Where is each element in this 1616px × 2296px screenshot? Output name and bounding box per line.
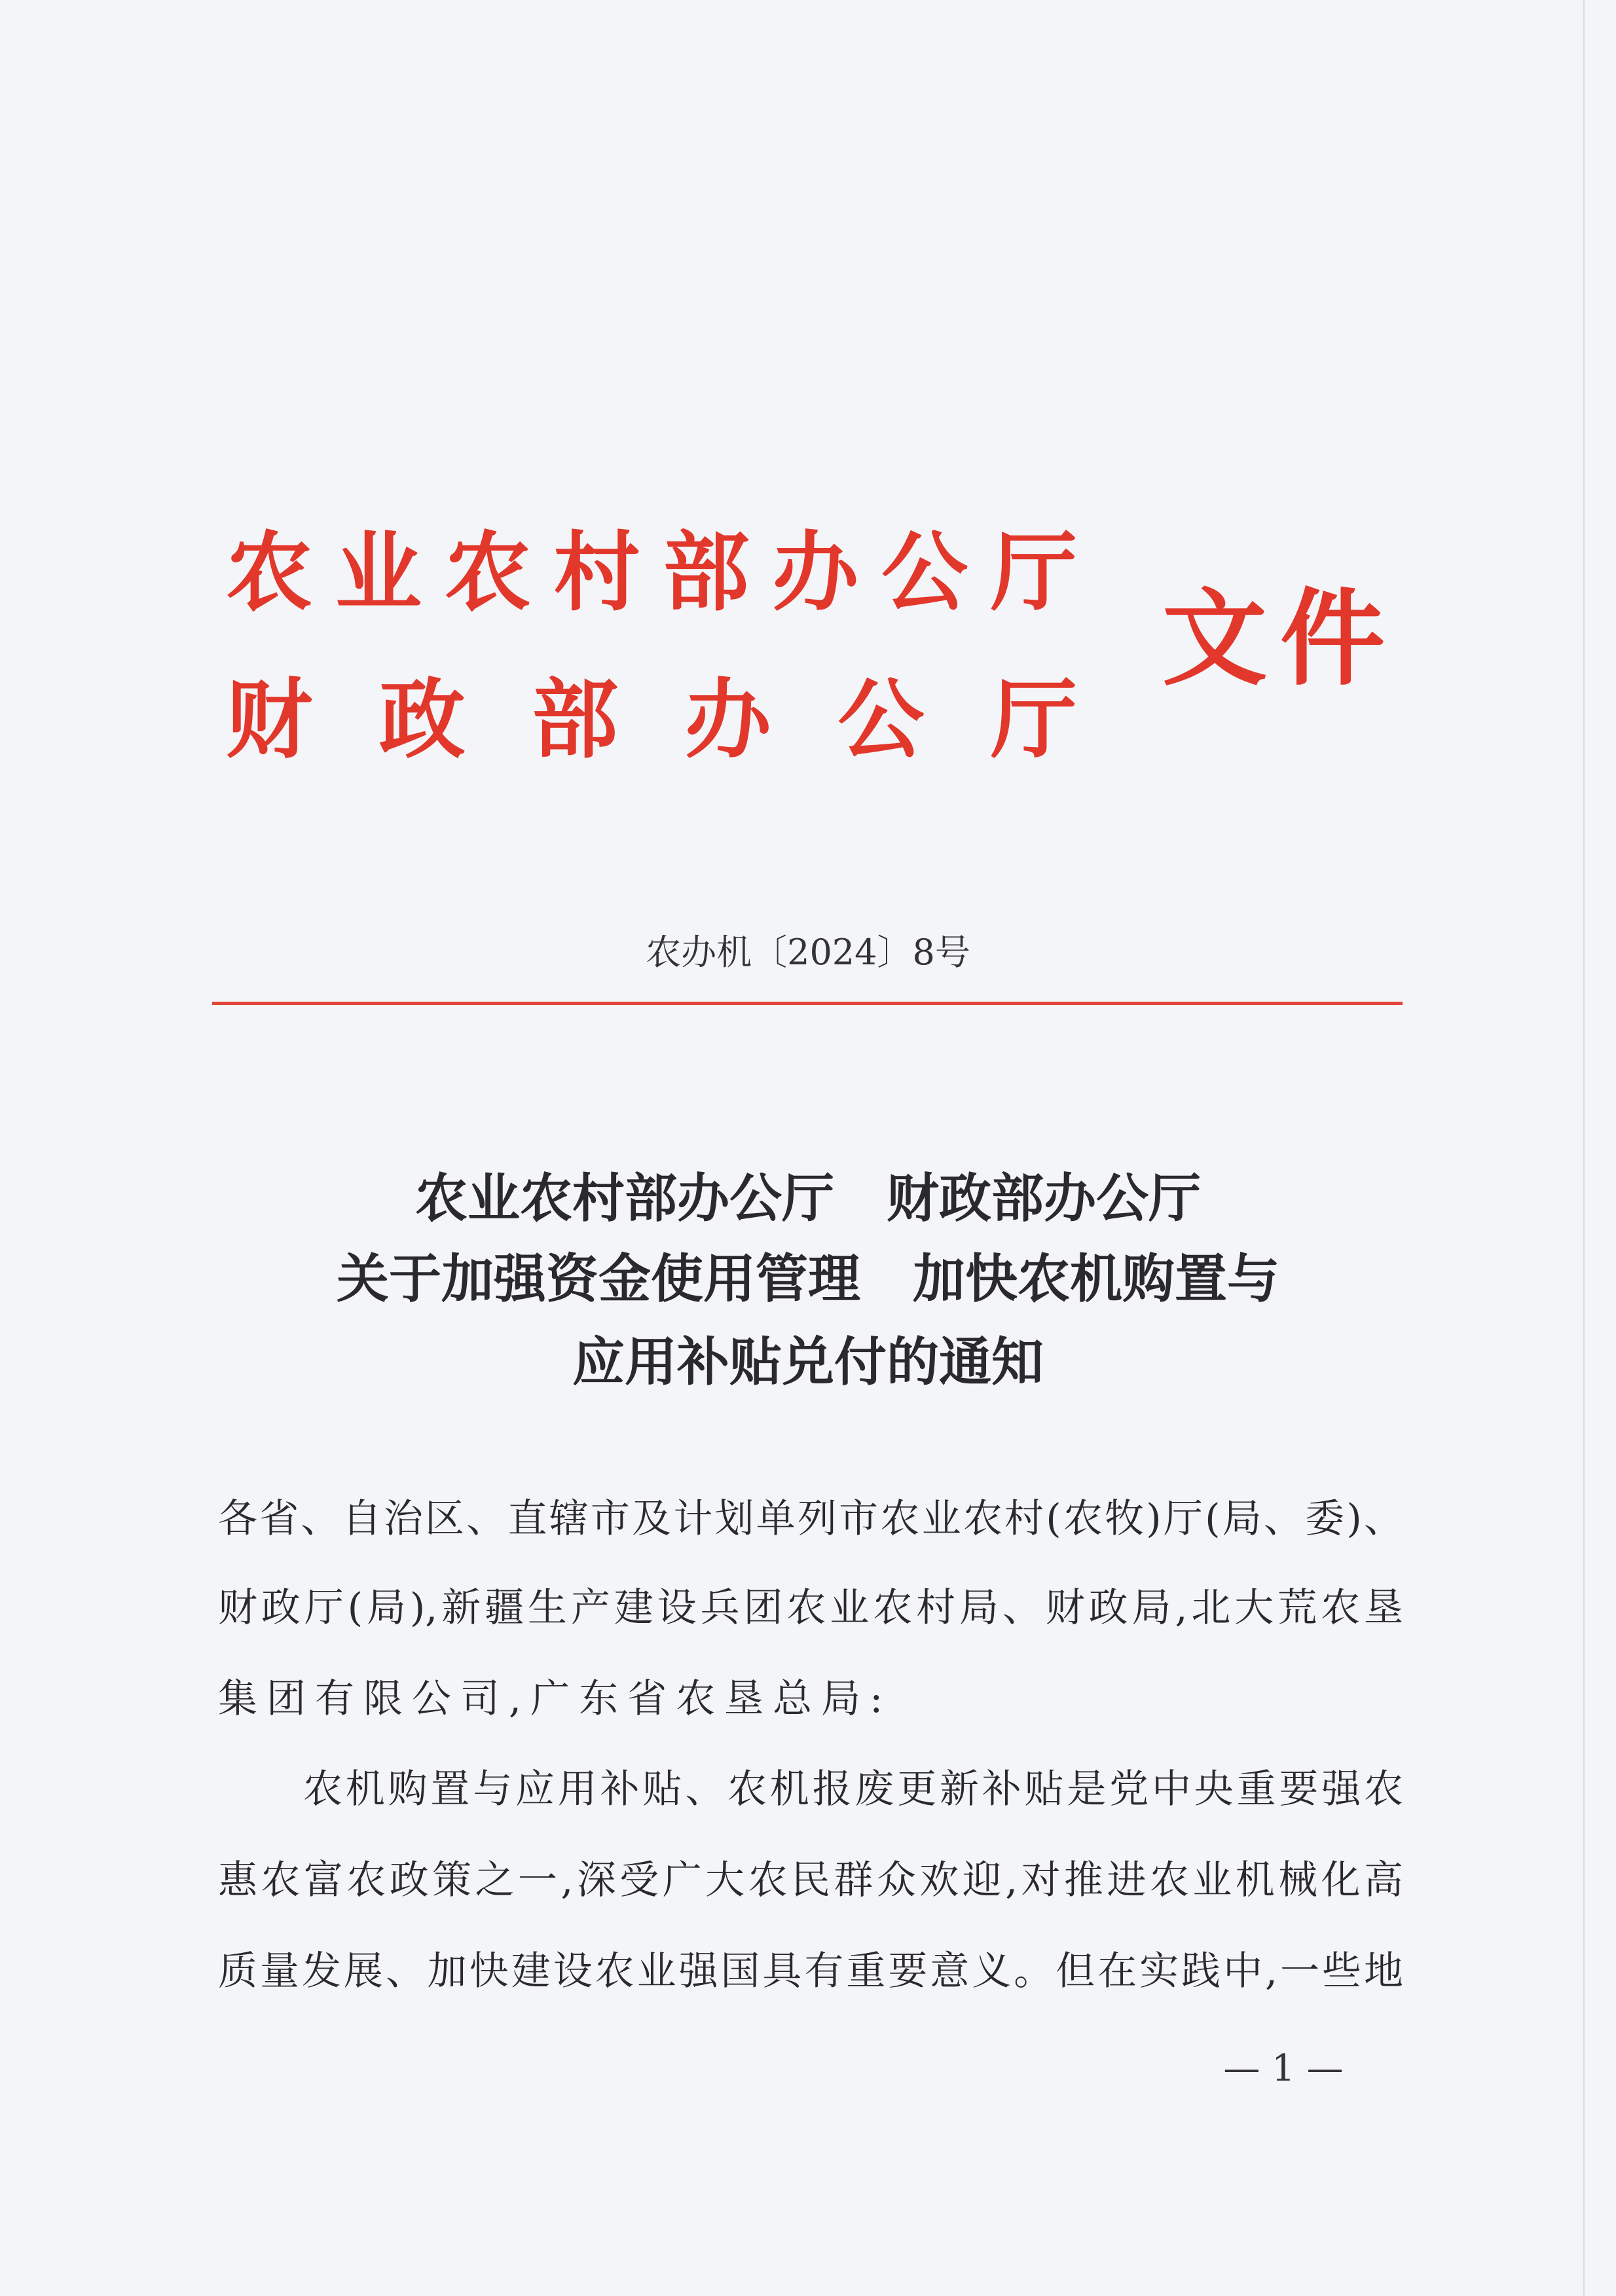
page-edge xyxy=(1583,0,1585,2296)
issuer-finance-office: 财政部办公厅 xyxy=(226,669,1077,771)
title-line-2: 关于加强资金使用管理 加快农机购置与 xyxy=(337,1248,1279,1309)
body-line-3: 集团有限公司,广东省农垦总局: xyxy=(218,1676,892,1722)
document-number: 农办机〔2024〕8号 xyxy=(646,932,970,973)
body-line-5: 惠农富农政策之一,深受广大农民群众欢迎,对推进农业机械化高 xyxy=(218,1857,1403,1903)
title-line-3: 应用补贴兑付的通知 xyxy=(572,1331,1044,1393)
body-line-4: 农机购置与应用补贴、农机报废更新补贴是党中央重要强农 xyxy=(303,1766,1403,1812)
page-number: — 1 — xyxy=(1223,2047,1344,2090)
body-line-6: 质量发展、加快建设农业强国具有重要意义。但在实践中,一些地 xyxy=(218,1948,1403,1994)
file-label: 文件 xyxy=(1162,577,1385,700)
body-line-1: 各省、自治区、直辖市及计划单列市农业农村(农牧)厅(局、委)、 xyxy=(218,1496,1403,1542)
title-line-1: 农业农村部办公厅 财政部办公厅 xyxy=(415,1167,1201,1229)
red-divider-line xyxy=(212,1002,1403,1005)
body-line-2: 财政厅(局),新疆生产建设兵团农业农村局、财政局,北大荒农垦 xyxy=(218,1585,1403,1631)
issuer-agriculture-office: 农业农村部办公厅 xyxy=(226,522,1077,623)
